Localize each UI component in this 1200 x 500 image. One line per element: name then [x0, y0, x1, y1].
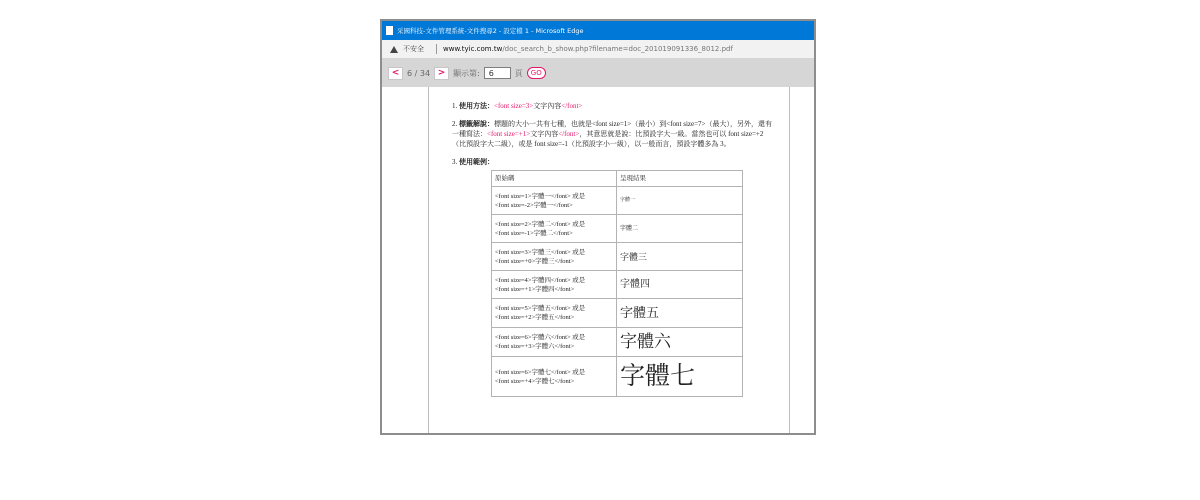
- item-number: 2.: [452, 120, 458, 128]
- font-size-table: [491, 170, 743, 397]
- prev-page-button[interactable]: <: [388, 67, 403, 80]
- code-snippet-end: </font>: [561, 102, 583, 110]
- page-number-input[interactable]: 6: [484, 67, 511, 79]
- warning-icon[interactable]: [390, 46, 398, 53]
- document-content: [452, 101, 772, 397]
- explanation-text-2: 文字內容: [530, 130, 559, 138]
- table-row: [492, 299, 743, 328]
- code-snippet: <font size=+1>: [487, 130, 531, 138]
- usage-text: 文字內容: [533, 102, 562, 110]
- column-header-result: 呈現結果: [617, 171, 743, 187]
- source-cell: <font size=6>字體七</font> 或是 <font size=+4>字體七</font>: [492, 357, 617, 397]
- url-path[interactable]: /doc_search_b_show.php?filename=doc_201019091336_8012.pdf: [502, 45, 733, 53]
- usage-item: [452, 101, 772, 111]
- code-snippet: <font size=3>: [494, 102, 534, 110]
- source-cell: <font size=1>字體一</font> 或是 <font size=-2>字體一</font>: [492, 187, 617, 215]
- column-header-source: 原始碼: [492, 171, 617, 187]
- source-cell: <font size=4>字體四</font> 或是 <font size=+1>字體四</font>: [492, 271, 617, 299]
- show-page-label: 顯示第:: [453, 68, 480, 78]
- table-row: [492, 243, 743, 271]
- explanation-text-1: 標題的大小一共有七種，也就是<font size=1>（最小）到<font size=7>（最大），另外，還有一種寫法：: [452, 120, 773, 138]
- item-number: 1.: [452, 102, 458, 110]
- explanation-heading: 標籤解說：: [459, 120, 494, 128]
- window-title: 采國科技-文件管理系統-文件搜尋2 - 設定檔 1 - Microsoft Edge: [397, 27, 584, 35]
- security-label[interactable]: 不安全: [403, 45, 424, 53]
- table-header-row: [492, 171, 743, 187]
- browser-window: [380, 19, 816, 435]
- pdf-toolbar: [382, 59, 814, 88]
- source-cell: <font size=2>字體二</font> 或是 <font size=-1>字體二</font>: [492, 215, 617, 243]
- address-divider: [436, 44, 437, 54]
- code-snippet-end: </font>: [558, 130, 580, 138]
- explanation-text-3: ，其意思就是說：比預設字大一級。當然也可以 font size=+2（比預設字大二級），或是 font size=-1（比預設字小一級），以一般而言，預設字體多為 3。: [452, 130, 764, 148]
- source-cell: <font size=3>字體三</font> 或是 <font size=+0>字體三</font>: [492, 243, 617, 271]
- title-bar: [382, 21, 814, 40]
- item-number: 3.: [452, 158, 458, 166]
- source-cell: <font size=6>字體六</font> 或是 <font size=+3>字體六</font>: [492, 328, 617, 357]
- table-row: [492, 187, 743, 215]
- explanation-item: [452, 119, 772, 149]
- result-cell: 字體六: [617, 328, 743, 357]
- source-cell: <font size=5>字體五</font> 或是 <font size=+2>字體五</font>: [492, 299, 617, 328]
- result-cell: 字體四: [617, 271, 743, 299]
- url-host[interactable]: www.tyic.com.tw: [443, 45, 503, 53]
- page-suffix-label: 頁: [514, 68, 523, 78]
- pdf-page: [428, 87, 790, 433]
- usage-heading: 使用方法：: [459, 102, 494, 110]
- go-button[interactable]: GO: [527, 67, 546, 79]
- table-row: [492, 215, 743, 243]
- table-row: [492, 357, 743, 397]
- address-bar[interactable]: [382, 40, 814, 59]
- result-cell: 字體五: [617, 299, 743, 328]
- example-heading: 使用範例：: [459, 158, 494, 166]
- example-item: [452, 157, 772, 167]
- result-cell: 字體三: [617, 243, 743, 271]
- result-cell: 字體二: [617, 215, 743, 243]
- next-page-button[interactable]: >: [434, 67, 449, 80]
- result-cell: 字體七: [617, 357, 743, 397]
- page-count: 6 / 34: [407, 68, 431, 78]
- result-cell: 字體一: [617, 187, 743, 215]
- table-row: [492, 271, 743, 299]
- pdf-viewer[interactable]: [382, 87, 814, 433]
- table-row: [492, 328, 743, 357]
- document-icon: [386, 26, 393, 35]
